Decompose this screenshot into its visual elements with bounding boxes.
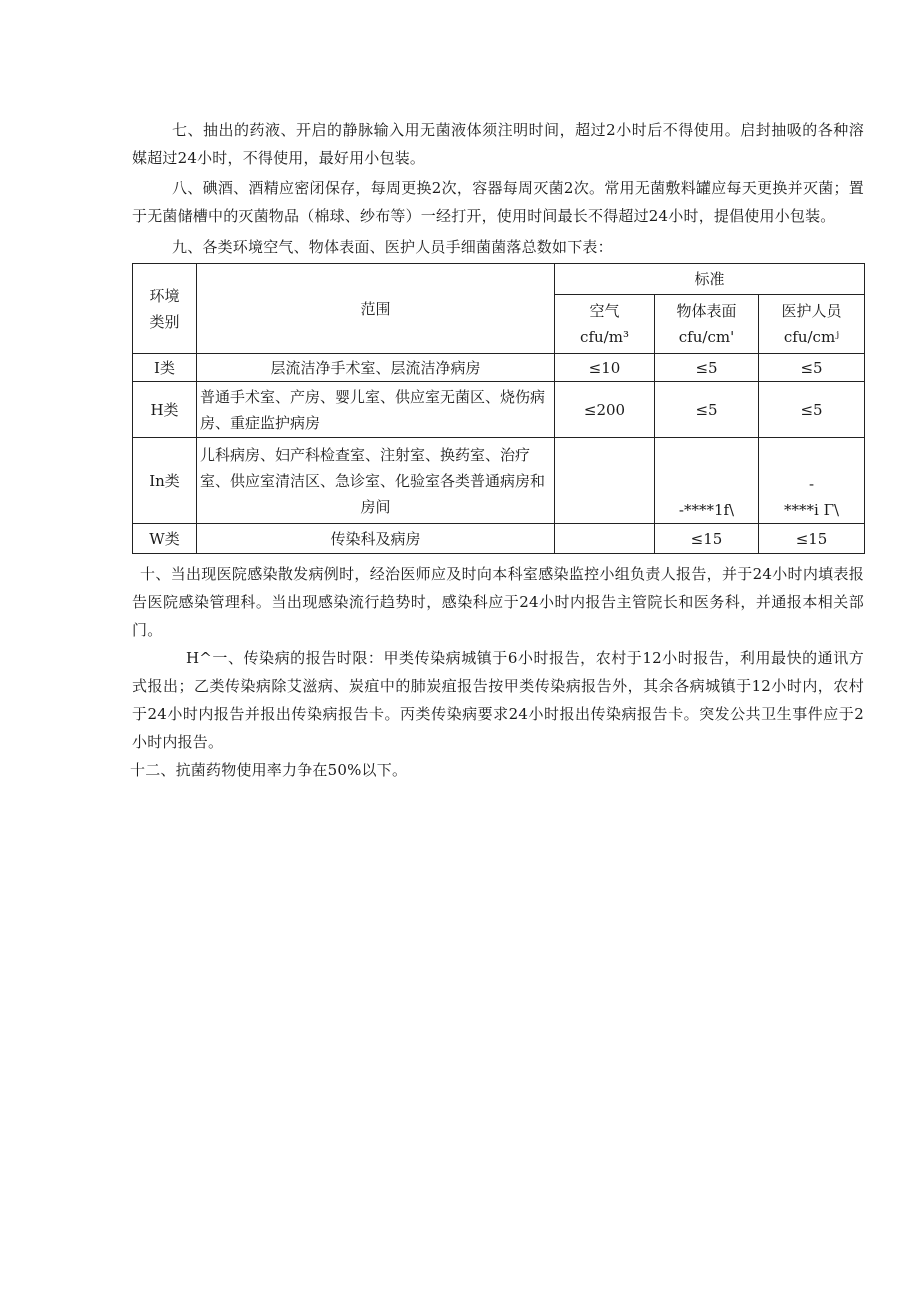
header-env-type: 环境 类别 bbox=[133, 264, 197, 354]
header-air: 空气 cfu/m³ bbox=[555, 295, 655, 354]
paragraph-8: 八、碘酒、酒精应密闭保存，每周更换2次，容器每周灭菌2次。常用无菌敷料罐应每天更换并灭菌；置于无菌储槽中的灭菌物品（棉球、纱布等）一经打开，使用时间最长不得超过24小时，提倡使用小包装。 bbox=[132, 179, 864, 225]
table-row bbox=[133, 354, 865, 382]
row-surface: ≤15 bbox=[655, 524, 759, 554]
row-surface: -****1f\ bbox=[655, 438, 759, 524]
row-surface: ≤5 bbox=[655, 354, 759, 382]
row-scope: 普通手术室、产房、婴儿室、供应室无菌区、烧伤病房、重症监护病房 bbox=[197, 382, 555, 438]
row-hands: ≤15 bbox=[759, 524, 865, 554]
paragraph-12: 十二、抗菌药物使用率力争在50%以下。 bbox=[130, 761, 408, 779]
paragraph-10: 十、当出现医院感染散发病例时，经治医师应及时向本科室感染监控小组负责人报告，并于24小时内填表报告医院感染管理科。当出现感染流行趋势时，感染科应于24小时内报告主管院长和医务科，并通报本相关部门。 bbox=[132, 565, 864, 639]
row-type: W类 bbox=[133, 524, 197, 554]
paragraph-11: H^一、传染病的报告时限：甲类传染病城镇于6小时报告，农村于12小时报告，利用最快的通讯方式报出；乙类传染病除艾滋病、炭疽中的肺炭疽报告按甲类传染病报告外，其余各病城镇于12小时内，农村于24小时内报告并报出传染病报告卡。丙类传染病要求24小时报出传染病报告卡。突发公共卫生事件应于2小时内报告。 bbox=[132, 649, 864, 751]
row-air bbox=[555, 524, 655, 554]
row-air: ≤10 bbox=[555, 354, 655, 382]
row-type: In类 bbox=[133, 438, 197, 524]
table-row bbox=[133, 438, 865, 524]
row-type: H类 bbox=[133, 382, 197, 438]
header-hands: 医护人员 cfu/cmʲ bbox=[759, 295, 865, 354]
bacteria-standard-table bbox=[132, 263, 865, 554]
header-surface: 物体表面 cfu/cm' bbox=[655, 295, 759, 354]
table-row bbox=[133, 382, 865, 438]
header-standard: 标准 bbox=[555, 264, 865, 295]
row-type: I类 bbox=[133, 354, 197, 382]
row-hands: ≤5 bbox=[759, 382, 865, 438]
row-surface: ≤5 bbox=[655, 382, 759, 438]
row-air: ≤200 bbox=[555, 382, 655, 438]
row-hands: - ****i Γ\ bbox=[759, 438, 865, 524]
row-scope: 传染科及病房 bbox=[197, 524, 555, 554]
paragraph-9: 九、各类环境空气、物体表面、医护人员手细菌菌落总数如下表： bbox=[172, 238, 613, 256]
document-page bbox=[132, 116, 864, 784]
row-scope: 层流洁净手术室、层流洁净病房 bbox=[197, 354, 555, 382]
paragraph-7: 七、抽出的药液、开启的静脉输入用无菌液体须注明时间，超过2小时后不得使用。启封抽吸的各种溶媒超过24小时，不得使用，最好用小包装。 bbox=[132, 121, 864, 167]
table-row bbox=[133, 524, 865, 554]
header-scope: 范围 bbox=[197, 264, 555, 354]
row-scope: 儿科病房、妇产科检查室、注射室、换药室、治疗室、供应室清洁区、急诊室、化验室各类普通病房和房间 bbox=[197, 438, 555, 524]
row-air bbox=[555, 438, 655, 524]
row-hands: ≤5 bbox=[759, 354, 865, 382]
